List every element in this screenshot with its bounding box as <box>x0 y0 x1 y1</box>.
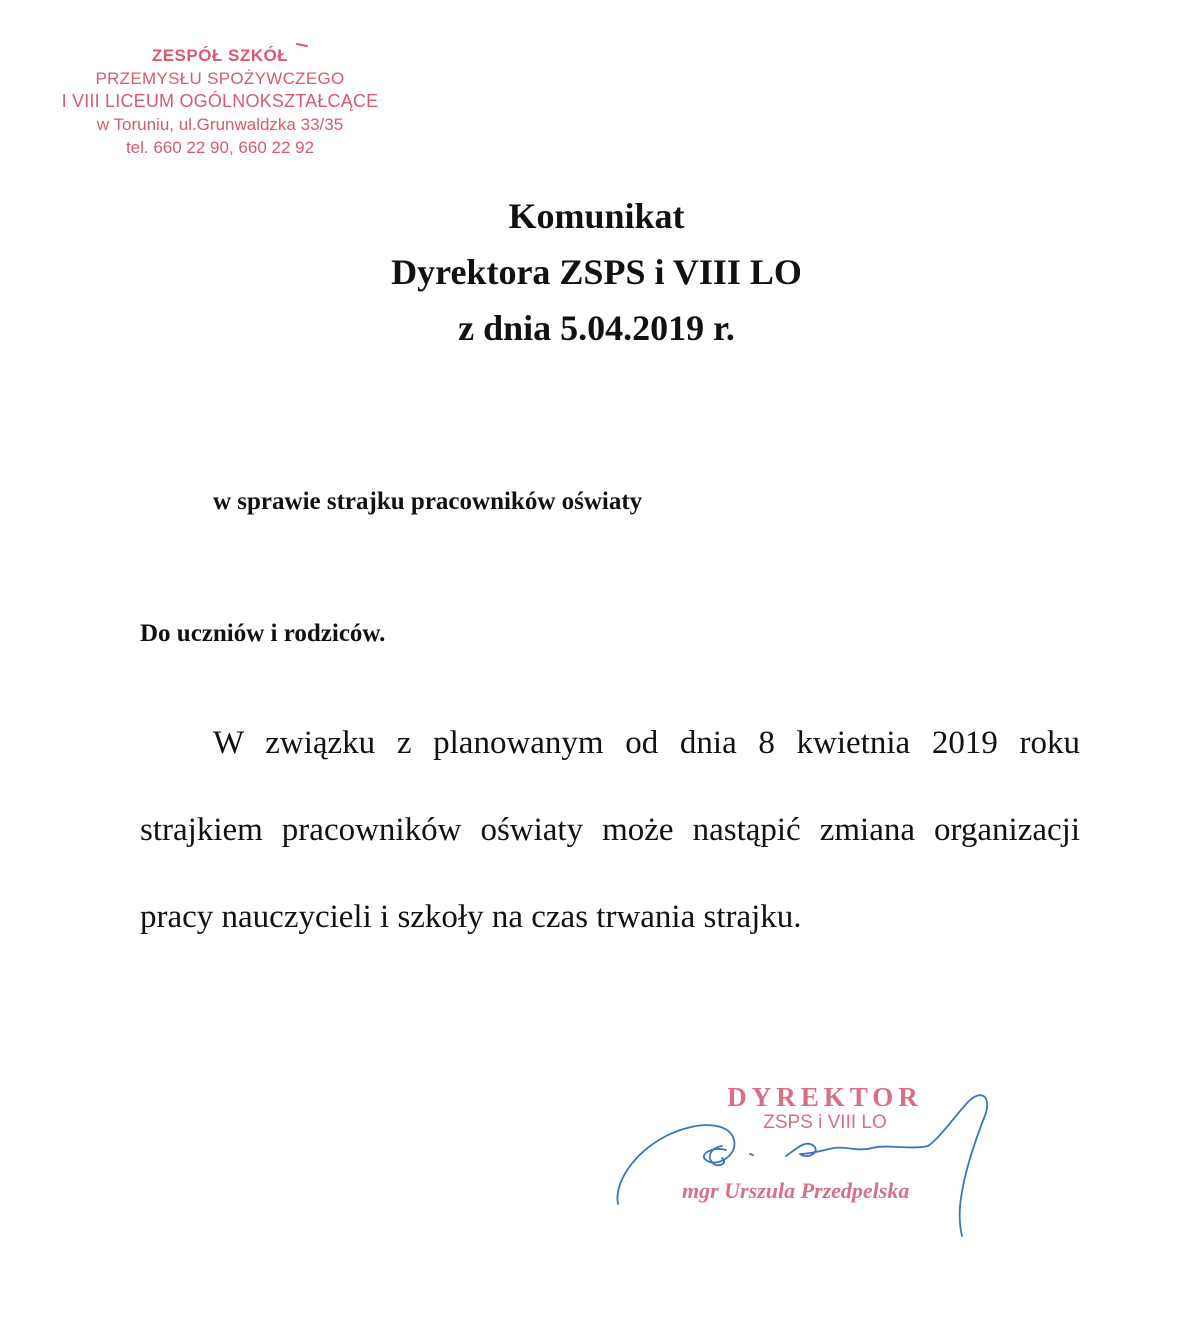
director-school: ZSPS i VIII LO <box>763 1112 887 1133</box>
director-stamp <box>700 1082 950 1134</box>
stamp-line-5: tel. 660 22 90, 660 22 92 <box>125 138 315 157</box>
body-paragraph: W związku z planowanym od dnia 8 kwietnia 2019 roku strajkiem pracowników oświaty może nastąpić zmiana organizacji pracy nauczycieli i szkoły na czas trwania strajku. <box>140 725 1080 935</box>
greeting: Do uczniów i rodziców. <box>140 620 386 647</box>
title-line-2: Dyrektora ZSPS i VIII LO <box>391 252 802 292</box>
stamp-line-1: ZESPÓŁ SZKÓŁ <box>151 46 289 65</box>
subject-line: w sprawie strajku pracowników oświaty <box>213 488 643 515</box>
document-title <box>0 188 1193 356</box>
stamp-line-2: PRZEMYSŁU SPOŻYWCZEGO <box>95 69 345 88</box>
director-name: mgr Urszula Przedpelska <box>682 1178 910 1203</box>
stamp-line-4: w Toruniu, ul.Grunwaldzka 33/35 <box>96 115 344 134</box>
title-line-1: Komunikat <box>508 196 685 236</box>
stamp-line-3: I VIII LICEUM OGÓLNOKSZTAŁCĄCE <box>61 91 379 111</box>
director-title: DYREKTOR <box>727 1082 923 1112</box>
school-stamp <box>40 44 400 159</box>
title-line-3: z dnia 5.04.2019 r. <box>458 308 735 348</box>
